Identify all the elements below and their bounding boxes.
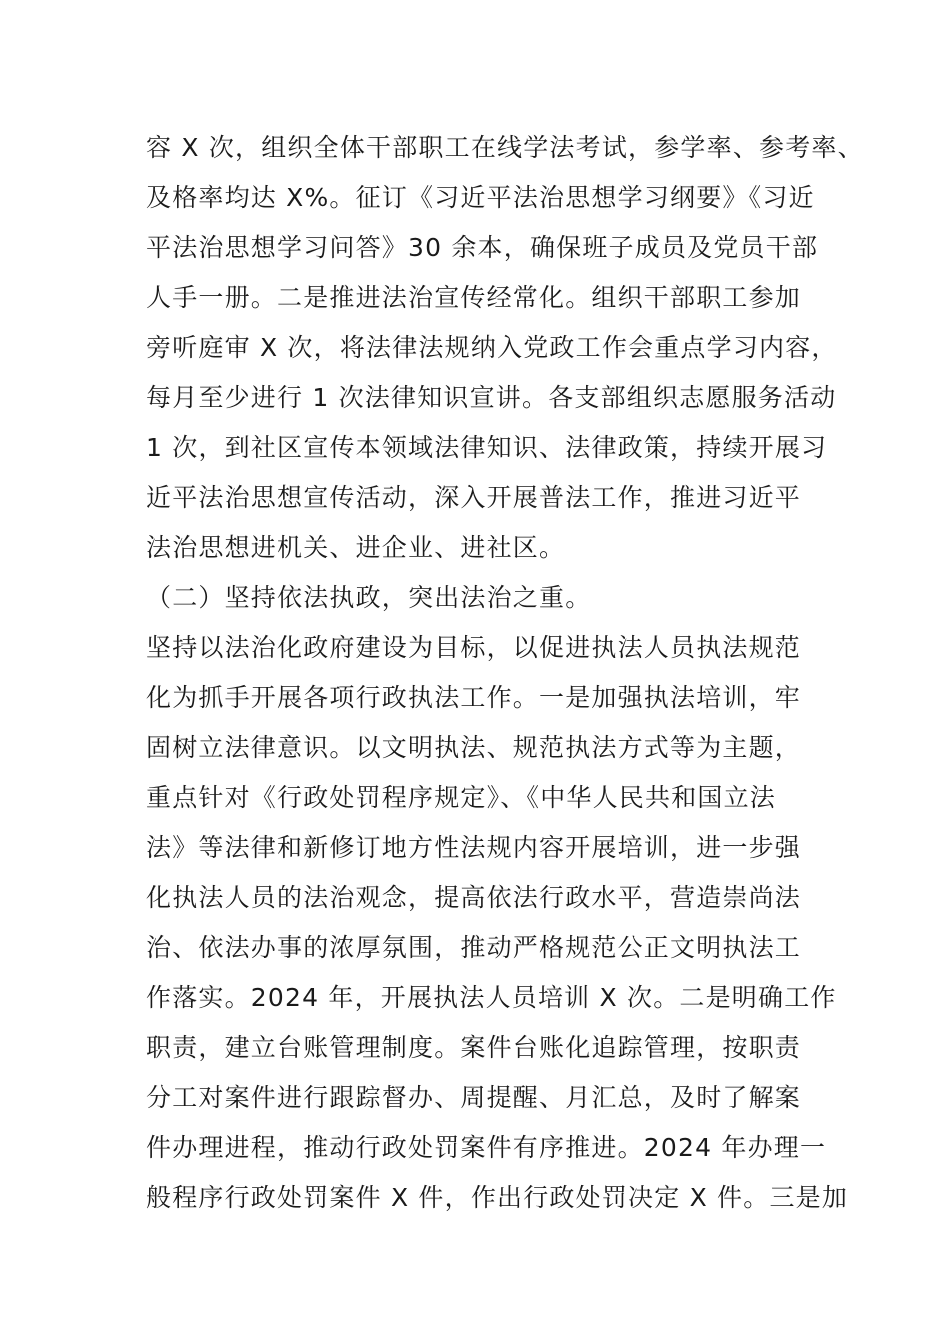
text-line: 坚持以法治化政府建设为目标，以促进执法人员执法规范	[146, 633, 802, 662]
text-line: 容 X 次，组织全体干部职工在线学法考试，参学率、参考率、	[146, 133, 864, 162]
text-line: 1 次，到社区宣传本领域法律知识、法律政策，持续开展习	[146, 433, 828, 462]
text-line: 职责，建立台账管理制度。案件台账化追踪管理，按职责	[146, 1033, 802, 1062]
text-line: 每月至少进行 1 次法律知识宣讲。各支部组织志愿服务活动	[146, 383, 837, 412]
text-line: 作落实。2024 年，开展执法人员培训 X 次。二是明确工作	[146, 983, 837, 1012]
text-line: 法》等法律和新修订地方性法规内容开展培训，进一步强	[146, 833, 802, 862]
text-line: 分工对案件进行跟踪督办、周提醒、月汇总，及时了解案	[146, 1083, 802, 1112]
text-line: 治、依法办事的浓厚氛围，推动严格规范公正文明执法工	[146, 933, 802, 962]
section-heading: （二）坚持依法执政，突出法治之重。	[146, 583, 592, 612]
text-line: 人手一册。二是推进法治宣传经常化。组织干部职工参加	[146, 283, 802, 312]
text-line: 般程序行政处罚案件 X 件，作出行政处罚决定 X 件。三是加	[146, 1183, 849, 1212]
text-line: 及格率均达 X%。征订《习近平法治思想学习纲要》《习近	[146, 183, 815, 212]
text-line: 重点针对《行政处罚程序规定》、《中华人民共和国立法	[146, 783, 777, 812]
text-line: 平法治思想学习问答》30 余本，确保班子成员及党员干部	[146, 233, 819, 262]
text-line: 近平法治思想宣传活动，深入开展普法工作，推进习近平	[146, 483, 802, 512]
text-line: 旁听庭审 X 次，将法律法规纳入党政工作会重点学习内容，	[146, 333, 838, 362]
text-line: 法治思想进机关、进企业、进社区。	[146, 533, 566, 562]
text-line: 化为抓手开展各项行政执法工作。一是加强执法培训，牢	[146, 683, 802, 712]
text-line: 固树立法律意识。以文明执法、规范执法方式等为主题，	[146, 733, 802, 762]
text-line: 化执法人员的法治观念，提高依法行政水平，营造崇尚法	[146, 883, 802, 912]
text-line: 件办理进程，推动行政处罚案件有序推进。2024 年办理一	[146, 1133, 827, 1162]
